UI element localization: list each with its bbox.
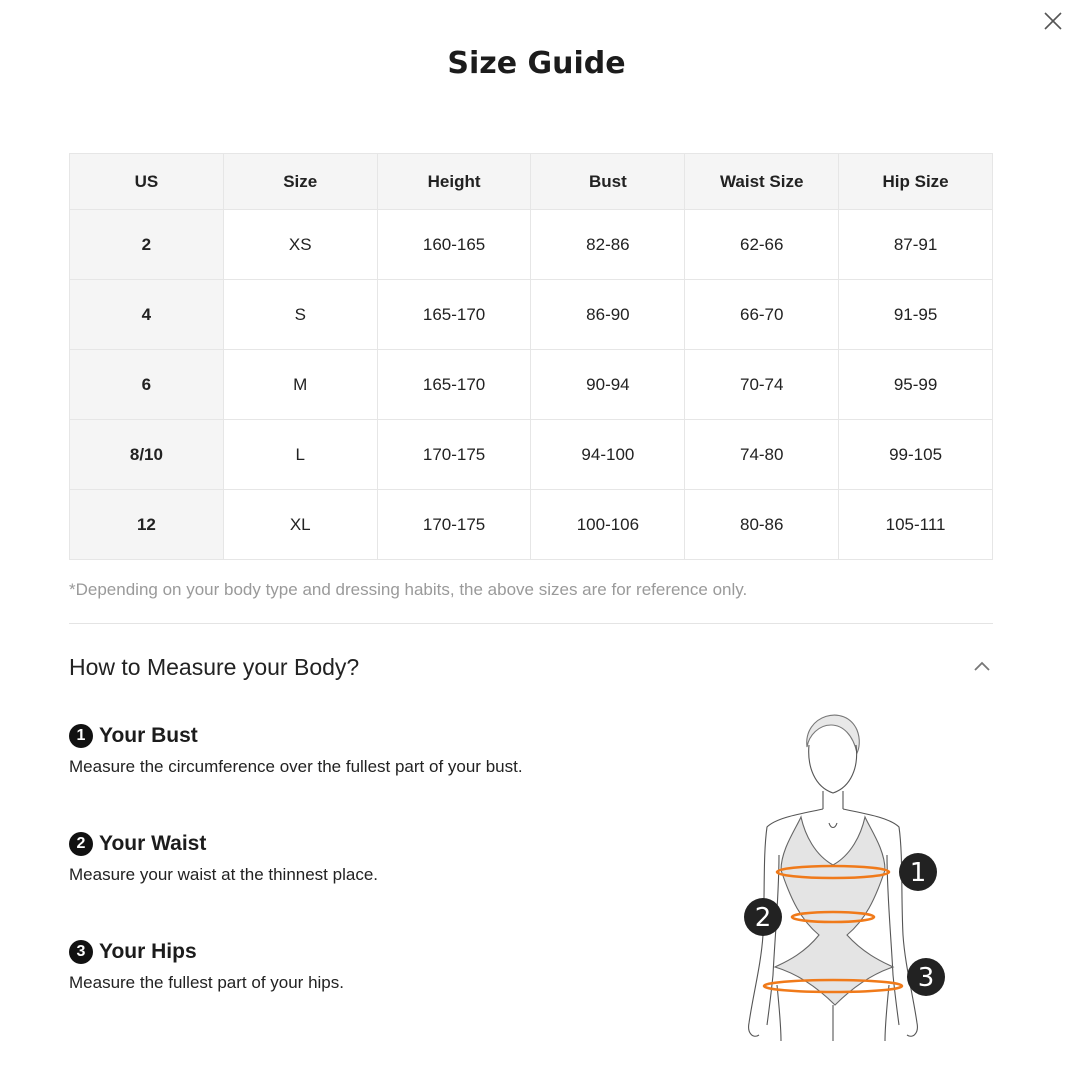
- bust-cell: 94-100: [531, 420, 685, 490]
- measure-section-toggle[interactable]: [69, 650, 993, 684]
- marker-1: [899, 853, 937, 891]
- table-row: [70, 210, 993, 280]
- size-cell: L: [223, 420, 377, 490]
- size-cell: XL: [223, 490, 377, 560]
- hip-cell: 99-105: [839, 420, 993, 490]
- step-title: Your Hips: [99, 940, 197, 963]
- marker-3: [907, 958, 945, 996]
- waist-cell: 74-80: [685, 420, 839, 490]
- column-header-us: US: [70, 154, 224, 210]
- waist-cell: 80-86: [685, 490, 839, 560]
- table-row: [70, 420, 993, 490]
- size-table: [69, 153, 993, 560]
- height-cell: 165-170: [377, 350, 531, 420]
- close-icon: [1040, 8, 1065, 34]
- us-cell: 6: [70, 350, 224, 420]
- size-cell: XS: [223, 210, 377, 280]
- page-title: Size Guide: [447, 46, 626, 81]
- column-header-waist: Waist Size: [685, 154, 839, 210]
- size-cell: M: [223, 350, 377, 420]
- bust-cell: 82-86: [531, 210, 685, 280]
- hip-cell: 91-95: [839, 280, 993, 350]
- chevron-up-icon: [972, 658, 992, 674]
- section-divider: [69, 623, 993, 624]
- marker-2: [744, 898, 782, 936]
- size-disclaimer-note: *Depending on your body type and dressing habits, the above sizes are for reference only.: [69, 580, 748, 599]
- column-header-height: Height: [377, 154, 531, 210]
- waist-cell: 62-66: [685, 210, 839, 280]
- size-cell: S: [223, 280, 377, 350]
- body-measurement-illustration: [735, 705, 955, 1045]
- face-outline: [809, 745, 857, 793]
- step-description: Measure the fullest part of your hips.: [69, 973, 344, 992]
- height-cell: 165-170: [377, 280, 531, 350]
- waist-cell: 70-74: [685, 350, 839, 420]
- us-cell: 8/10: [70, 420, 224, 490]
- step-description: Measure the circumference over the fullest part of your bust.: [69, 757, 523, 776]
- column-header-hip: Hip Size: [839, 154, 993, 210]
- step-title: Your Waist: [99, 832, 207, 855]
- marker-label: 3: [917, 963, 935, 993]
- step-number-badge: 1: [69, 724, 93, 748]
- us-cell: 12: [70, 490, 224, 560]
- column-header-size: Size: [223, 154, 377, 210]
- marker-label: 1: [909, 858, 927, 888]
- bust-cell: 100-106: [531, 490, 685, 560]
- column-header-bust: Bust: [531, 154, 685, 210]
- us-cell: 4: [70, 280, 224, 350]
- height-cell: 160-165: [377, 210, 531, 280]
- table-row: [70, 280, 993, 350]
- step-number-badge: 3: [69, 940, 93, 964]
- table-row: [70, 490, 993, 560]
- bust-cell: 90-94: [531, 350, 685, 420]
- measure-step-waist: [69, 830, 378, 885]
- measure-step-bust: [69, 722, 523, 777]
- height-cell: 170-175: [377, 420, 531, 490]
- measure-section-title: How to Measure your Body?: [69, 654, 360, 680]
- marker-label: 2: [754, 903, 772, 933]
- close-button[interactable]: [1040, 8, 1065, 34]
- step-title: Your Bust: [99, 724, 198, 747]
- hair-outline: [807, 715, 860, 753]
- step-number-badge: 2: [69, 832, 93, 856]
- hip-cell: 95-99: [839, 350, 993, 420]
- table-header-row: [70, 154, 993, 210]
- step-description: Measure your waist at the thinnest place.: [69, 865, 378, 884]
- height-cell: 170-175: [377, 490, 531, 560]
- hip-cell: 105-111: [839, 490, 993, 560]
- measure-step-hips: [69, 938, 344, 993]
- hip-cell: 87-91: [839, 210, 993, 280]
- bust-cell: 86-90: [531, 280, 685, 350]
- waist-cell: 66-70: [685, 280, 839, 350]
- us-cell: 2: [70, 210, 224, 280]
- table-row: [70, 350, 993, 420]
